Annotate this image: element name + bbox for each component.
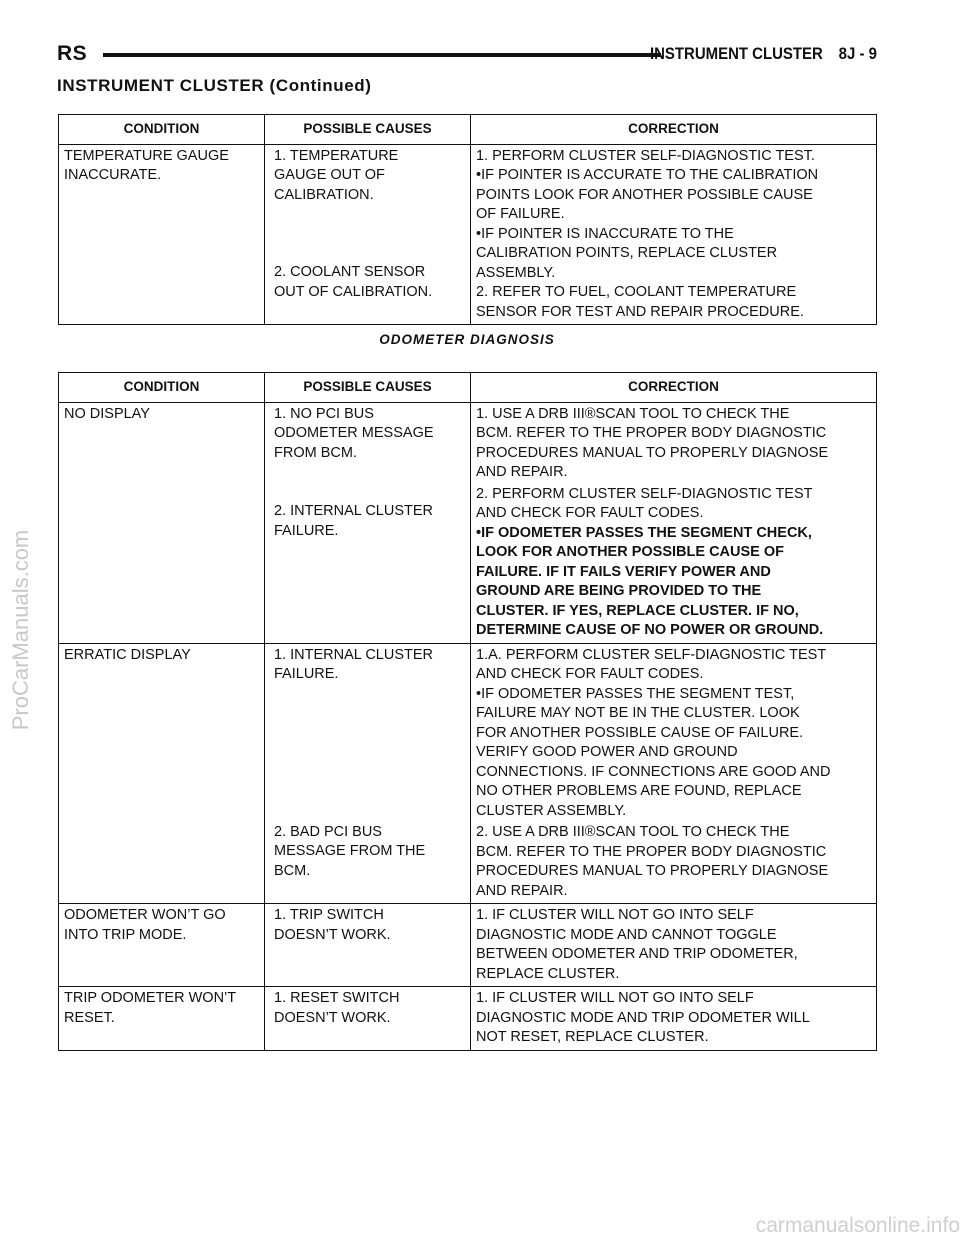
column-header-condition: CONDITION [59, 373, 265, 403]
correction-cell [471, 402, 877, 643]
column-header-condition: CONDITION [59, 115, 265, 145]
correction-item: 2. USE A DRB III®SCAN TOOL TO CHECK THE BCM. REFER TO THE PROPER BODY DIAGNOSTIC PROCEDURES MANUAL TO PROPERLY DIAGNOSE AND REPAIR. [476, 824, 829, 899]
temperature-gauge-table [58, 114, 877, 325]
correction-item: 1. PERFORM CLUSTER SELF-DIAGNOSTIC TEST. •IF POINTER IS ACCURATE TO THE CALIBRATION POINTS LOOK FOR ANOTHER POSSIBLE CAUSE OF FAILURE. •IF POINTER IS INACCURATE TO THE CALIBRATION POINTS, REPLACE CLUSTER ASSEMBLY. [476, 147, 819, 281]
odometer-diagnosis-caption: ODOMETER DIAGNOSIS [379, 332, 555, 347]
condition-cell: ERRATIC DISPLAY [59, 643, 265, 904]
cause-item: 1. TEMPERATURE GAUGE OUT OF CALIBRATION. [274, 147, 399, 203]
condition-cell: TEMPERATURE GAUGE INACCURATE. [59, 144, 265, 325]
table-row [59, 904, 877, 987]
table-row [59, 643, 877, 904]
condition-cell: TRIP ODOMETER WON’T RESET. [59, 987, 265, 1051]
correction-cell [471, 987, 877, 1051]
correction-item: 1. USE A DRB III®SCAN TOOL TO CHECK THE BCM. REFER TO THE PROPER BODY DIAGNOSTIC PROCEDURES MANUAL TO PROPERLY DIAGNOSE AND REPAIR. [476, 405, 829, 480]
correction-note: •IF ODOMETER PASSES THE SEGMENT CHECK, LOOK FOR ANOTHER POSSIBLE CAUSE OF FAILURE. IF IT FAILS VERIFY POWER AND GROUND ARE BEING PROVIDED TO THE CLUSTER. IF YES, REPLACE CLUSTER. IF NO, DETERMINE CAUSE OF NO POWER OR GROUND. [476, 524, 824, 638]
table-row [59, 987, 877, 1051]
condition-cell: NO DISPLAY [59, 402, 265, 643]
header-rule [103, 53, 661, 57]
condition-cell: ODOMETER WON’T GO INTO TRIP MODE. [59, 904, 265, 987]
table-row [59, 402, 877, 643]
cause-item: 2. COOLANT SENSOR OUT OF CALIBRATION. [274, 264, 433, 300]
correction-cell [471, 144, 877, 325]
manual-code: RS [57, 42, 88, 65]
cause-item: 2. BAD PCI BUS MESSAGE FROM THE BCM. [274, 823, 426, 879]
odometer-diagnosis-table [58, 372, 877, 1051]
causes-cell [265, 643, 471, 904]
continued-title: INSTRUMENT CLUSTER (Continued) [57, 76, 372, 95]
footer-watermark: carmanualsonline.info [755, 1214, 960, 1237]
correction-item: 2. REFER TO FUEL, COOLANT TEMPERATURE SENSOR FOR TEST AND REPAIR PROCEDURE. [476, 284, 804, 320]
correction-item: 2. PERFORM CLUSTER SELF-DIAGNOSTIC TEST AND CHECK FOR FAULT CODES. [476, 485, 813, 521]
correction-cell [471, 643, 877, 904]
column-header-correction: CORRECTION [471, 115, 877, 145]
cause-item: 2. INTERNAL CLUSTER FAILURE. [274, 503, 433, 539]
column-header-causes: POSSIBLE CAUSES [265, 373, 471, 403]
page-header [57, 38, 877, 78]
correction-cell [471, 904, 877, 987]
causes-cell [265, 402, 471, 643]
column-header-causes: POSSIBLE CAUSES [265, 115, 471, 145]
cause-item: 1. INTERNAL CLUSTER FAILURE. [274, 646, 433, 682]
header-right [650, 44, 877, 64]
causes-cell [265, 987, 471, 1051]
section-title: INSTRUMENT CLUSTER [650, 44, 823, 63]
column-header-correction: CORRECTION [471, 373, 877, 403]
table-header-row [59, 115, 877, 145]
cause-item: 1. NO PCI BUS ODOMETER MESSAGE FROM BCM. [274, 405, 434, 461]
causes-cell [265, 144, 471, 325]
table-row [59, 144, 877, 325]
side-watermark: ProCarManuals.com [8, 529, 33, 731]
correction-item: 1. IF CLUSTER WILL NOT GO INTO SELF DIAGNOSTIC MODE AND CANNOT TOGGLE BETWEEN ODOMETER AND TRIP ODOMETER, REPLACE CLUSTER. [476, 907, 798, 982]
cause-item: 1. RESET SWITCH DOESN’T WORK. [274, 990, 400, 1026]
correction-item: 1. IF CLUSTER WILL NOT GO INTO SELF DIAGNOSTIC MODE AND TRIP ODOMETER WILL NOT RESET, REPLACE CLUSTER. [476, 990, 810, 1045]
table-header-row [59, 373, 877, 403]
page-number: 8J - 9 [838, 44, 877, 63]
cause-item: 1. TRIP SWITCH DOESN’T WORK. [274, 907, 391, 943]
correction-item: 1.A. PERFORM CLUSTER SELF-DIAGNOSTIC TEST AND CHECK FOR FAULT CODES. •IF ODOMETER PASSES THE SEGMENT TEST, FAILURE MAY NOT BE IN THE CLUSTER. LOOK FOR ANOTHER POSSIBLE CAUSE OF FAILURE. VERIFY GOOD POWER AND GROUND CONNECTIONS. IF CONNECTIONS ARE GOOD AND NO OTHER PROBLEMS ARE FOUND, REPLACE CLUSTER ASSEMBLY. [476, 646, 831, 819]
causes-cell [265, 904, 471, 987]
